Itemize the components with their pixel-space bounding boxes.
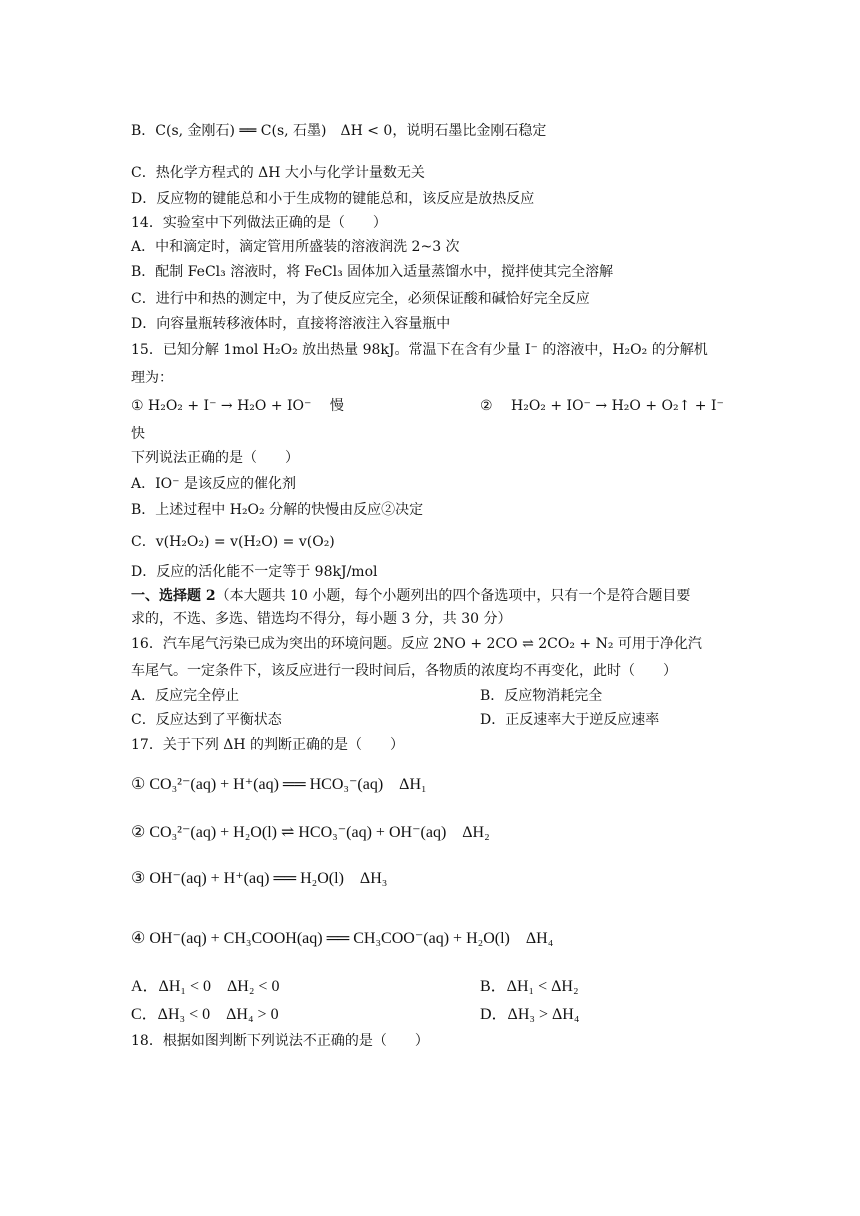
option-13d: D．反应物的键能总和小于生成物的键能总和，该反应是放热反应 xyxy=(131,191,535,207)
option-15d: D．反应的活化能不一定等于 98kJ/mol xyxy=(131,564,378,580)
option-13b: B．C(s, 金刚石) ══ C(s, 石墨) ΔH < 0，说明石墨比金刚石稳定 xyxy=(131,123,547,139)
equation-1: ① CO₃²⁻(aq) + H⁺(aq) ══ HCO₃⁻(aq) ΔH₁ xyxy=(131,776,427,793)
option-14c: C．进行中和热的测定中，为了使反应完全，必须保证酸和碱恰好完全反应 xyxy=(131,291,590,307)
question-15: 15．已知分解 1mol H₂O₂ 放出热量 98kJ。常温下在含有少量 I⁻ 的溶液中，H₂O₂ 的分解机 xyxy=(131,342,708,358)
option-17a: A．ΔH₁ < 0 ΔH₂ < 0 xyxy=(131,978,280,995)
mechanism-step-1: ① H₂O₂ + I⁻ → H₂O + IO⁻ 慢 xyxy=(131,398,344,414)
question-18: 18．根据如图判断下列说法不正确的是（ ） xyxy=(131,1033,429,1049)
option-16d: D．正反速率大于逆反应速率 xyxy=(480,712,660,728)
mechanism-step-2-rate: 快 xyxy=(131,426,145,442)
equation-3: ③ OH⁻(aq) + H⁺(aq) ══ H₂O(l) ΔH₃ xyxy=(131,870,388,887)
section-instructions: （本大题共 10 小题，每个小题列出的四个备选项中，只有一个是符合题目要 xyxy=(215,588,691,604)
option-15b: B．上述过程中 H₂O₂ 分解的快慢由反应②决定 xyxy=(131,502,424,518)
option-14b: B．配制 FeCl₃ 溶液时，将 FeCl₃ 固体加入适量蒸馏水中，搅拌使其完全溶解 xyxy=(131,264,614,280)
equation-4: ④ OH⁻(aq) + CH₃COOH(aq) ══ CH₃COO⁻(aq) + H₂O(l) ΔH₄ xyxy=(131,930,554,947)
section-header xyxy=(131,587,690,605)
option-15c: C．v(H₂O₂) = v(H₂O) = v(O₂) xyxy=(131,534,335,550)
option-16b: B．反应物消耗完全 xyxy=(480,688,603,704)
question-15-cont: 理为： xyxy=(131,370,173,386)
section-instructions-cont: 求的，不选、多选、错选均不得分，每小题 3 分，共 30 分） xyxy=(131,611,512,627)
option-17d: D．ΔH₃ > ΔH₄ xyxy=(480,1006,580,1023)
option-15a: A．IO⁻ 是该反应的催化剂 xyxy=(131,476,296,492)
option-13c: C．热化学方程式的 ΔH 大小与化学计量数无关 xyxy=(131,165,425,181)
section-title: 一、选择题 2 xyxy=(131,588,216,604)
option-14a: A．中和滴定时，滴定管用所盛装的溶液润洗 2~3 次 xyxy=(131,239,460,255)
question-15-prompt: 下列说法正确的是（ ） xyxy=(131,450,299,466)
mechanism-step-2: ② H₂O₂ + IO⁻ → H₂O + O₂↑ + I⁻ xyxy=(480,398,724,414)
option-14d: D．向容量瓶转移液体时，直接将溶液注入容量瓶中 xyxy=(131,316,451,332)
option-17b: B．ΔH₁ < ΔH₂ xyxy=(480,978,579,995)
question-16: 16．汽车尾气污染已成为突出的环境问题。反应 2NO + 2CO ⇌ 2CO₂ + N₂ 可用于净化汽 xyxy=(131,636,702,652)
option-16c: C．反应达到了平衡状态 xyxy=(131,712,282,728)
question-17: 17．关于下列 ΔH 的判断正确的是（ ） xyxy=(131,737,405,753)
equation-2: ② CO₃²⁻(aq) + H₂O(l) ⇌ HCO₃⁻(aq) + OH⁻(aq) ΔH₂ xyxy=(131,824,490,841)
option-16a: A．反应完全停止 xyxy=(131,688,240,704)
option-17c: C．ΔH₃ < 0 ΔH₄ > 0 xyxy=(131,1006,279,1023)
question-16-cont: 车尾气。一定条件下，该反应进行一段时间后，各物质的浓度均不再变化，此时（ ） xyxy=(131,663,677,679)
question-14: 14．实验室中下列做法正确的是（ ） xyxy=(131,215,387,231)
